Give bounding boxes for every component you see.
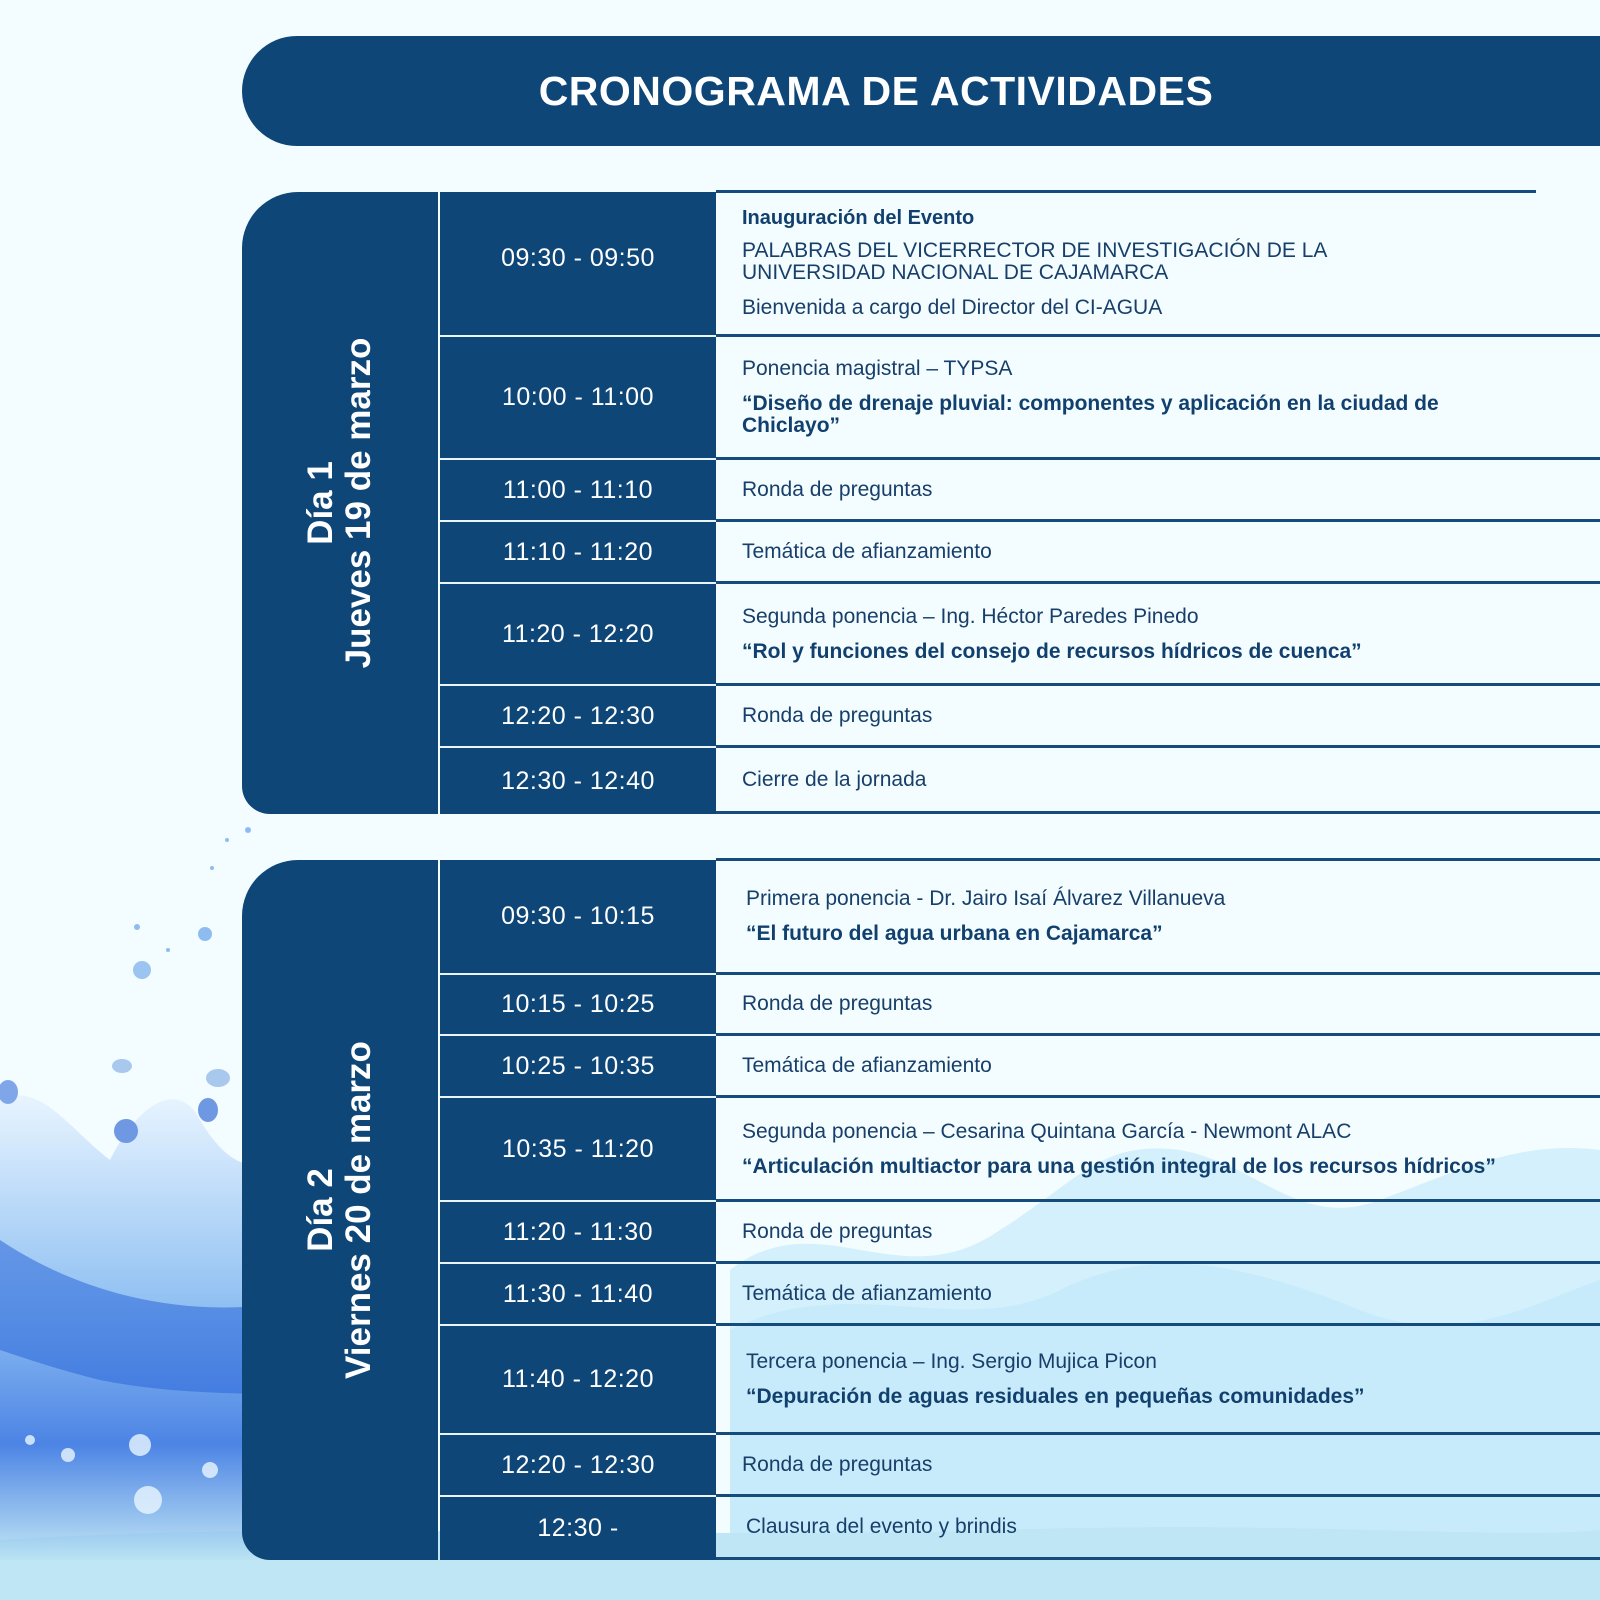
activity-description: Temática de afianzamiento	[742, 1281, 992, 1305]
day-2-activities-column	[716, 860, 1600, 1560]
activity-title: Inauguración del Evento	[742, 206, 975, 229]
day-2-label	[242, 860, 438, 1560]
time-slot: 09:30 - 09:50	[440, 192, 716, 337]
time-slot: 11:20 - 12:20	[440, 584, 716, 686]
spacer	[742, 629, 1580, 641]
activity-description: Clausura del evento y brindis	[746, 1515, 1017, 1538]
time-slot: 09:30 - 10:15	[440, 860, 716, 975]
day-1-number: Día 1	[301, 461, 340, 545]
activity-description: Ronda de preguntas	[742, 477, 933, 501]
time-slot: 12:20 - 12:30	[440, 1435, 716, 1497]
activity-talk-title: “El futuro del agua urbana en Cajamarca”	[746, 922, 1163, 945]
activity-row	[716, 192, 1600, 337]
activity-description: Ronda de preguntas	[742, 703, 933, 727]
activity-row	[716, 1326, 1600, 1435]
activity-talk-title: “Rol y funciones del consejo de recursos hídricos de cuenca”	[742, 639, 1362, 663]
day-2-schedule	[242, 860, 1600, 1560]
activity-description: Ronda de preguntas	[742, 1219, 933, 1243]
activity-description: Temática de afianzamiento	[742, 1053, 992, 1077]
time-slot: 11:40 - 12:20	[440, 1326, 716, 1435]
time-slot: 10:15 - 10:25	[440, 975, 716, 1036]
day-2-date: Viernes 20 de marzo	[339, 1041, 378, 1379]
activity-description: Bienvenida a cargo del Director del CI-AGUA	[742, 295, 1163, 319]
activity-description: Ronda de preguntas	[742, 1452, 933, 1476]
activity-row	[716, 337, 1600, 460]
activity-subtitle: PALABRAS DEL VICERRECTOR DE INVESTIGACIÓN DE LA UNIVERSIDAD NACIONAL DE CAJAMARCA	[742, 238, 1327, 284]
activity-row	[716, 975, 1600, 1036]
day-1-label	[242, 192, 438, 814]
time-slot: 12:30 - 12:40	[501, 766, 655, 795]
activity-row	[716, 522, 1600, 584]
activity-description: Primera ponencia - Dr. Jairo Isaí Álvarez Villanueva	[746, 887, 1226, 910]
time-slot: 11:20 - 11:30	[440, 1202, 716, 1264]
activity-row	[716, 1202, 1600, 1264]
time-slot: 10:25 - 10:35	[440, 1036, 716, 1098]
day-2-number: Día 2	[301, 1168, 340, 1252]
day-2-times-column	[440, 860, 716, 1560]
activity-description: Segunda ponencia – Ing. Héctor Paredes Pinedo	[742, 604, 1199, 628]
spacer	[742, 1144, 1580, 1156]
time-slot: 12:30 -	[537, 1514, 619, 1542]
day-1-activities-column	[716, 192, 1600, 814]
activity-talk-title: “Depuración de aguas residuales en pequeñas comunidades”	[746, 1385, 1365, 1408]
activity-description: Ponencia magistral – TYPSA	[742, 357, 1013, 380]
day-1-schedule	[242, 192, 1600, 814]
time-slot: 10:00 - 11:00	[440, 337, 716, 460]
time-slot: 11:10 - 11:20	[440, 522, 716, 584]
activity-row	[716, 686, 1600, 748]
time-slot: 12:20 - 12:30	[440, 686, 716, 748]
activity-description: Segunda ponencia – Cesarina Quintana García - Newmont ALAC	[742, 1119, 1352, 1143]
activity-row	[716, 860, 1600, 975]
title-banner	[242, 36, 1600, 146]
activity-row	[716, 1435, 1600, 1497]
page-title: CRONOGRAMA DE ACTIVIDADES	[538, 67, 1214, 114]
day-1-date: Jueves 19 de marzo	[339, 337, 378, 669]
time-slot: 11:30 - 11:40	[440, 1264, 716, 1326]
activity-row	[716, 1036, 1600, 1098]
activity-talk-title: “Articulación multiactor para una gestión integral de los recursos hídricos”	[742, 1154, 1496, 1178]
activity-row	[716, 1264, 1600, 1326]
activity-row	[716, 748, 1600, 814]
activity-description: Tercera ponencia – Ing. Sergio Mujica Picon	[746, 1350, 1157, 1373]
activity-row	[716, 584, 1600, 686]
activity-description: Cierre de la jornada	[742, 767, 927, 791]
time-slot: 10:35 - 11:20	[440, 1098, 716, 1202]
activity-row	[716, 1497, 1600, 1560]
activity-row	[716, 1098, 1600, 1202]
activity-description: Ronda de preguntas	[742, 992, 933, 1015]
activity-description: Temática de afianzamiento	[742, 539, 992, 563]
activity-talk-title: “Diseño de drenaje pluvial: componentes y aplicación en la ciudad de Chiclayo”	[742, 392, 1439, 437]
day-1-times-column	[440, 192, 716, 814]
activity-row	[716, 460, 1600, 522]
time-slot: 11:00 - 11:10	[440, 460, 716, 522]
